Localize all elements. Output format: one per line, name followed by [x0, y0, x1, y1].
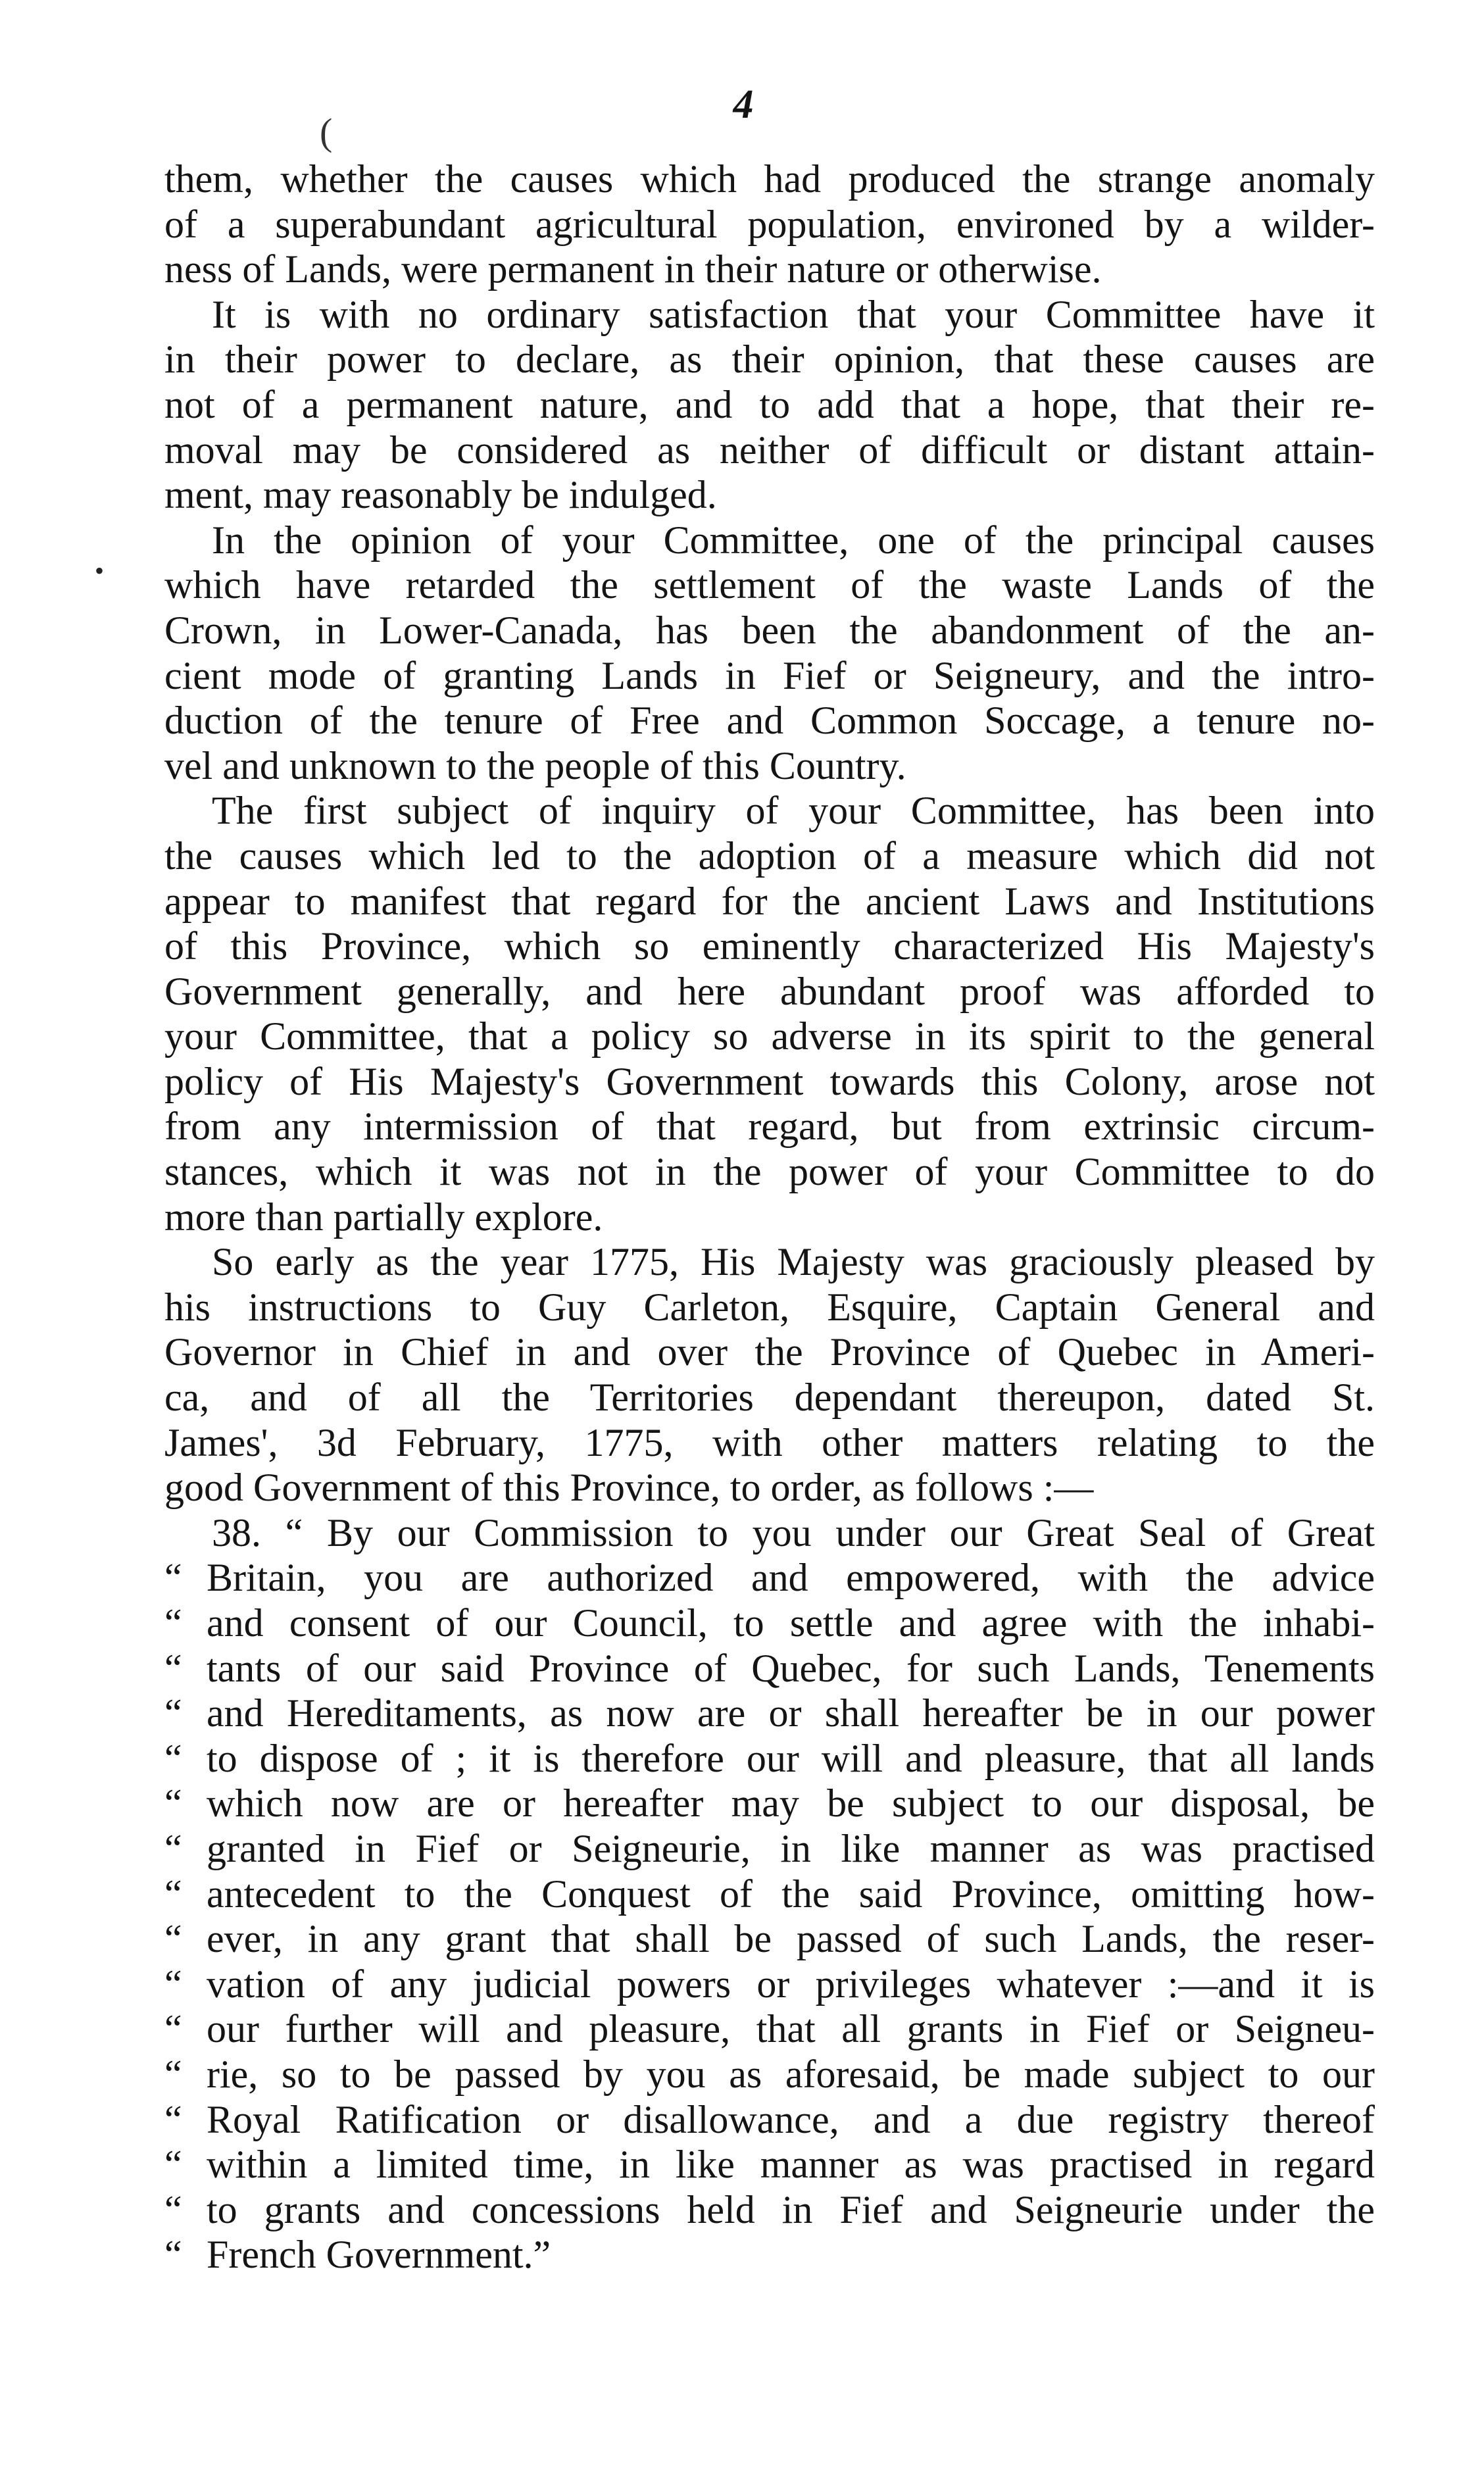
body-text [164, 157, 1375, 2277]
quote-line-text: to grants and concessions held in Fief and Seigneurie under the [207, 2187, 1375, 2231]
text-line: which have retarded the settlement of the waste Lands of the [164, 563, 1375, 607]
text-line: In the opinion of your Committee, one of the principal causes [212, 518, 1375, 562]
page-number: 4 [733, 82, 754, 127]
text-line: good Government of this Province, to order, as follows :— [164, 1466, 1094, 1510]
paragraph-first-subject [164, 788, 1375, 1239]
paragraph-principal-causes [164, 518, 1375, 789]
text-line: not of a permanent nature, and to add that a hope, that their re- [164, 382, 1375, 426]
quote-mark: “ [164, 1781, 182, 1826]
quote-line-text: Britain, you are authorized and empowered, with the advice [207, 1556, 1375, 1600]
text-line: ca, and of all the Territories dependant thereupon, dated St. [164, 1376, 1375, 1420]
quote-line [164, 1781, 1375, 1826]
text-line: James', 3d February, 1775, with other matters relating to the [164, 1420, 1375, 1464]
text-line: Government generally, and here abundant proof was afforded to [164, 969, 1375, 1013]
text-line: in their power to declare, as their opinion, that these causes are [164, 337, 1375, 382]
quote-line-text: French Government.” [207, 2233, 551, 2277]
quote-mark: “ [164, 1691, 182, 1735]
quote-line [164, 2097, 1375, 2143]
quote-line [164, 2142, 1375, 2187]
quote-mark: “ [164, 1646, 182, 1690]
quote-mark: “ [164, 2052, 182, 2096]
text-line: Governor in Chief in and over the Province of Quebec in Ameri- [164, 1330, 1375, 1374]
text-line: ment, may reasonably be indulged. [164, 473, 717, 517]
quote-line-text: tants of our said Province of Quebec, for such Lands, Tenements [207, 1646, 1375, 1690]
quote-line-text: and Hereditaments, as now are or shall hereafter be in our power [207, 1691, 1375, 1735]
text-line: from any intermission of that regard, but from extrinsic circum- [164, 1105, 1375, 1149]
quote-line-text: rie, so to be passed by you as aforesaid, be made subject to our [207, 2052, 1375, 2096]
quote-line [164, 2187, 1375, 2233]
text-line: appear to manifest that regard for the ancient Laws and Institutions [164, 879, 1375, 923]
text-line: of a superabundant agricultural population, environed by a wilder- [164, 202, 1375, 246]
quote-mark: “ [164, 1601, 182, 1645]
quote-line [164, 2006, 1375, 2052]
quote-mark: “ [164, 1736, 182, 1780]
quote-mark: “ [164, 1826, 182, 1870]
quote-mark: “ [164, 2007, 182, 2051]
text-line: ness of Lands, were permanent in their nature or otherwise. [164, 247, 1102, 291]
text-line: duction of the tenure of Free and Common Soccage, a tenure no- [164, 699, 1375, 743]
paragraph-year-1775 [164, 1239, 1375, 1510]
quote-mark: “ [164, 2187, 182, 2231]
text-line: Crown, in Lower-Canada, has been the abandonment of the an- [164, 608, 1375, 652]
margin-dot-mark: • [95, 556, 105, 585]
margin-paren-mark: ( [320, 111, 333, 153]
text-line: your Committee, that a policy so adverse in its spirit to the general [164, 1014, 1375, 1058]
quote-mark: “ [164, 1962, 182, 2006]
quote-line [164, 1916, 1375, 1962]
quote-line-text: antecedent to the Conquest of the said Province, omitting how- [207, 1872, 1375, 1916]
quote-line [164, 1826, 1375, 1872]
quote-line-text: granted in Fief or Seigneurie, in like manner as was practised [207, 1826, 1375, 1870]
quote-line-text: and consent of our Council, to settle and agree with the inhabi- [207, 1601, 1375, 1645]
quote-line-text: Royal Ratification or disallowance, and a due registry thereof [207, 2097, 1375, 2141]
quote-line-text: to dispose of ; it is therefore our will and pleasure, that all lands [207, 1736, 1375, 1780]
quote-line [164, 1646, 1375, 1691]
quote-line-text: within a limited time, in like manner as was practised in regard [207, 2143, 1375, 2187]
quote-line [164, 1736, 1375, 1781]
text-line: of this Province, which so eminently characterized His Majesty's [164, 924, 1375, 968]
quote-line-text: our further will and pleasure, that all grants in Fief or Seigneu- [207, 2007, 1375, 2051]
text-line: So early as the year 1775, His Majesty was graciously pleased by [212, 1240, 1375, 1284]
text-line: moval may be considered as neither of difficult or distant attain- [164, 428, 1375, 472]
quote-mark: “ [164, 2143, 182, 2187]
text-line: vel and unknown to the people of this Country. [164, 743, 906, 787]
quote-line [164, 1872, 1375, 1917]
text-line: the causes which led to the adoption of a measure which did not [164, 833, 1375, 878]
quote-mark: “ [164, 2233, 182, 2277]
quote-line [164, 1962, 1375, 2007]
quote-line [164, 2232, 1375, 2277]
text-line: The first subject of inquiry of your Committee, has been into [212, 789, 1375, 833]
paragraph-continuation [164, 157, 1375, 292]
quote-first-line: 38. “ By our Commission to you under our Great Seal of Great [212, 1510, 1375, 1555]
text-line: policy of His Majesty's Government towards this Colony, arose not [164, 1059, 1375, 1103]
quote-line [164, 2052, 1375, 2097]
quote-line [164, 1691, 1375, 1736]
quote-line-text: which now are or hereafter may be subject to our disposal, be [207, 1781, 1375, 1826]
quote-line [164, 1555, 1375, 1601]
text-line: his instructions to Guy Carleton, Esquire, Captain General and [164, 1285, 1375, 1329]
text-line: stances, which it was not in the power of your Committee to do [164, 1150, 1375, 1194]
quote-line [164, 1601, 1375, 1646]
text-line: more than partially explore. [164, 1195, 603, 1239]
quotation-instruction-38 [164, 1510, 1375, 2277]
quote-mark: “ [164, 2097, 182, 2141]
quote-line-text: vation of any judicial powers or privileges whatever :—and it is [207, 1962, 1375, 2006]
quote-mark: “ [164, 1917, 182, 1961]
text-line: cient mode of granting Lands in Fief or Seigneury, and the intro- [164, 653, 1375, 697]
quote-mark: “ [164, 1556, 182, 1600]
text-line: them, whether the causes which had produced the strange anomaly [164, 157, 1375, 201]
text-line: It is with no ordinary satisfaction that your Committee have it [212, 292, 1375, 336]
paragraph-committee-opinion [164, 292, 1375, 518]
quote-mark: “ [164, 1872, 182, 1916]
quote-line-text: ever, in any grant that shall be passed of such Lands, the reser- [207, 1917, 1375, 1961]
